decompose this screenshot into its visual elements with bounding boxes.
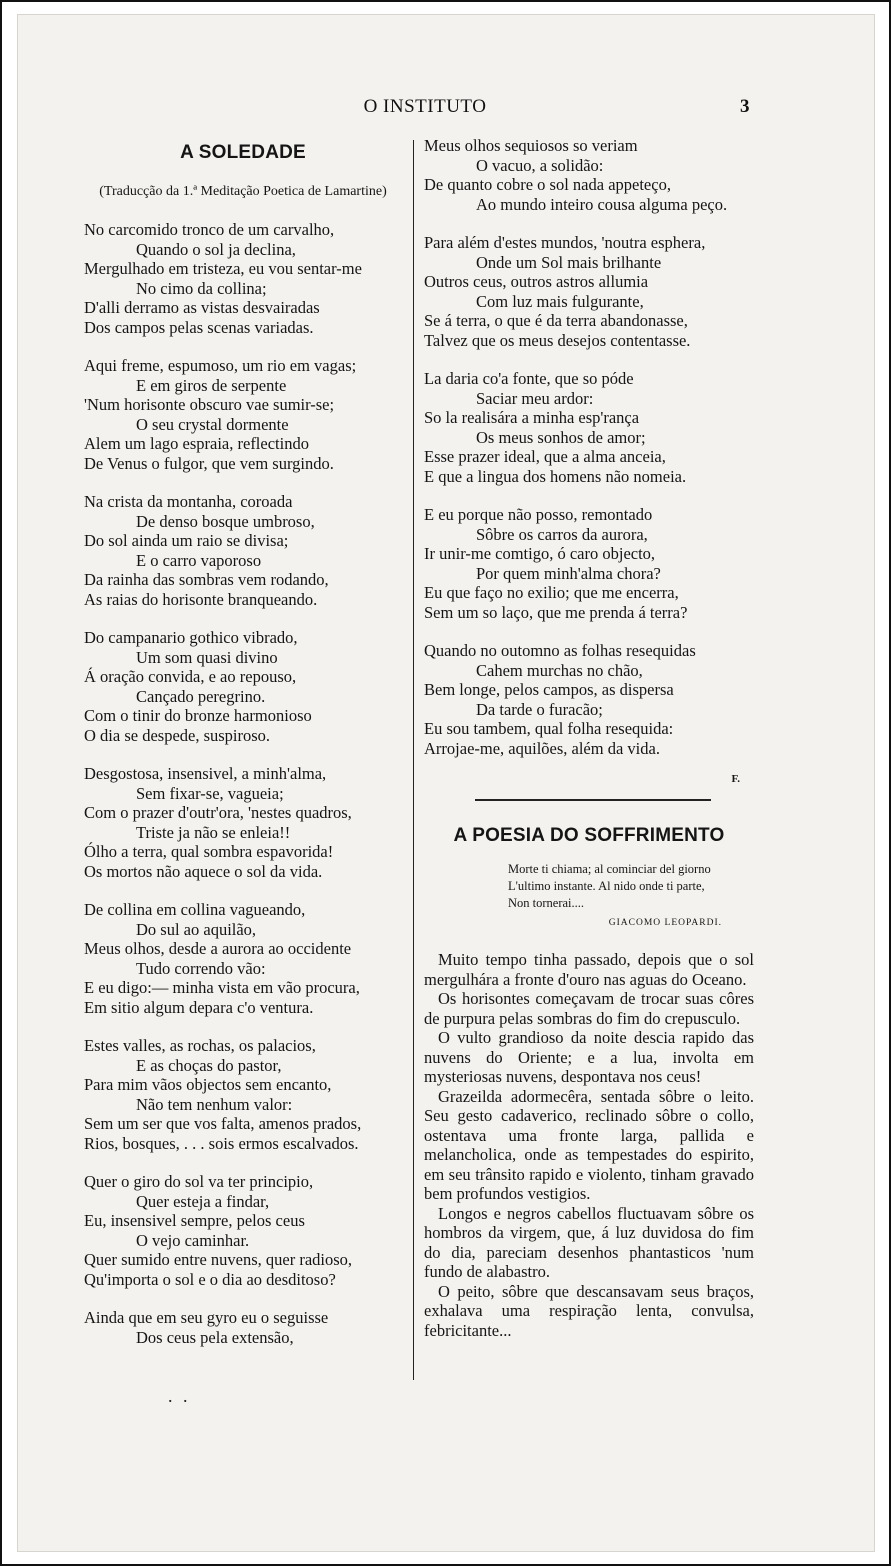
verse-line: Para além d'estes mundos, 'noutra esphera, — [424, 233, 706, 252]
verse-line: Alem um lago espraia, reflectindo — [84, 434, 309, 453]
verse-line: Sem um so laço, que me prenda á terra? — [424, 602, 688, 622]
verse-line: Eu que faço no exilio; que me encerra, — [424, 583, 679, 602]
verse-line: Da tarde o furacão; — [476, 699, 603, 719]
verse-line: Aqui freme, espumoso, um rio em vagas; — [84, 356, 357, 375]
verse-line: Ao mundo inteiro cousa alguma peço. — [476, 194, 728, 214]
verse-line: Do sul ao aquilão, — [136, 919, 257, 939]
section-separator — [475, 799, 711, 801]
verse-line: Ainda que em seu gyro eu o seguisse — [84, 1308, 329, 1327]
stanza — [84, 1308, 402, 1347]
paragraph: Longos e negros cabellos fluctuavam sôbre os hombros da virgem, que, á luz duvidosa do fim do dia, pareciam desenhos phantasticos 'num fundo de alabastro. — [424, 1203, 754, 1281]
verse-line: E que a lingua dos homens não nomeia. — [424, 466, 687, 486]
stanza — [84, 1172, 402, 1289]
verse-line: Eu, insensivel sempre, pelos ceus — [84, 1211, 305, 1230]
stanza — [424, 233, 754, 350]
verse-line: O seu crystal dormente — [136, 414, 289, 434]
epigraph-author: GIACOMO LEOPARDI. — [608, 918, 722, 928]
verse-line: Com luz mais fulgurante, — [476, 291, 644, 311]
stanza — [424, 641, 754, 758]
verse-line: Bem longe, pelos campos, as dispersa — [424, 680, 674, 699]
verse-line: Cançado peregrino. — [136, 686, 266, 706]
verse-line: Talvez que os meus desejos contentasse. — [424, 330, 691, 350]
poem-subtitle: (Traducção da 1.ª Meditação Poetica de Lamartine) — [99, 184, 387, 199]
verse-line: As raias do horisonte branqueando. — [84, 589, 318, 609]
poem-stanzas-continued — [424, 136, 754, 758]
verse-line: Tudo correndo vão: — [136, 958, 266, 978]
stanza — [424, 136, 754, 214]
verse-line: So la realisára a minha esp'rança — [424, 408, 640, 427]
page-header-title: O INSTITUTO — [363, 96, 487, 117]
verse-line: No cimo da collina; — [136, 278, 267, 298]
verse-line: Por quem minh'alma chora? — [476, 563, 661, 583]
epigraph-line: L'ultimo instante. Al nido onde ti parte, — [508, 879, 705, 893]
verse-line: Cahem murchas no chão, — [476, 660, 643, 680]
verse-line: Em sitio algum depara c'o ventura. — [84, 997, 314, 1017]
verse-line: Qu'importa o sol e o dia ao desditoso? — [84, 1269, 336, 1289]
column-divider — [413, 140, 414, 1380]
verse-line: Os meus sonhos de amor; — [476, 427, 646, 447]
verse-line: E as choças do pastor, — [136, 1055, 282, 1075]
stanza — [84, 492, 402, 609]
verse-line: Rios, bosques, . . . sois ermos escalvados. — [84, 1133, 359, 1153]
verse-line: Mergulhado em tristeza, eu vou sentar-me — [84, 259, 362, 278]
verse-line: E eu porque não posso, remontado — [424, 505, 653, 524]
verse-line: Do sol ainda um raio se divisa; — [84, 531, 289, 550]
left-column — [84, 138, 402, 1366]
stanza — [424, 369, 754, 486]
verse-line: Onde um Sol mais brilhante — [476, 252, 662, 272]
verse-line: Não tem nenhum valor: — [136, 1094, 293, 1114]
verse-line: Outros ceus, outros astros allumia — [424, 272, 649, 291]
poem-stanzas — [84, 220, 402, 1347]
stanza — [84, 628, 402, 745]
verse-line: No carcomido tronco de um carvalho, — [84, 220, 335, 239]
stanza — [84, 900, 402, 1017]
verse-line: Dos ceus pela extensão, — [136, 1327, 294, 1347]
verse-line: Ólho a terra, qual sombra espavorida! — [84, 842, 334, 861]
verse-line: O vacuo, a solidão: — [476, 155, 604, 175]
verse-line: Saciar meu ardor: — [476, 388, 594, 408]
verse-line: Quando no outomno as folhas resequidas — [424, 641, 696, 660]
verse-line: O vejo caminhar. — [136, 1230, 250, 1250]
verse-line: Sem fixar-se, vagueia; — [136, 783, 284, 803]
verse-line: De quanto cobre o sol nada appeteço, — [424, 175, 671, 194]
page-number: 3 — [740, 96, 750, 117]
verse-line: Á oração convida, e ao repouso, — [84, 667, 297, 686]
verse-line: O dia se despede, suspiroso. — [84, 725, 271, 745]
verse-line: 'Num horisonte obscuro vae sumir-se; — [84, 395, 335, 414]
poem-title: A SOLEDADE — [180, 142, 306, 163]
verse-line: E em giros de serpente — [136, 375, 287, 395]
verse-line: Quer esteja a findar, — [136, 1191, 270, 1211]
verse-line: Eu sou tambem, qual folha resequida: — [424, 719, 674, 738]
verse-line: De Venus o fulgor, que vem surgindo. — [84, 453, 334, 473]
stanza — [84, 220, 402, 337]
verse-line: Do campanario gothico vibrado, — [84, 628, 298, 647]
stanza — [84, 356, 402, 473]
paragraph: O vulto grandioso da noite descia rapido das nuvens do Oriente; e a lua, involta em mysteriosas nuvens, despontava nos ceus! — [424, 1028, 754, 1086]
verse-line: Um som quasi divino — [136, 647, 278, 667]
paragraph: Muito tempo tinha passado, depois que o sol mergulhára a fronte d'ouro nas aguas do Oceano. — [424, 950, 754, 989]
verse-line: Da rainha das sombras vem rodando, — [84, 570, 329, 589]
verse-line: Arrojae-me, aquilões, além da vida. — [424, 738, 660, 758]
verse-line: Quer o giro do sol va ter principio, — [84, 1172, 314, 1191]
verse-line: E o carro vaporoso — [136, 550, 262, 570]
verse-line: Meus olhos, desde a aurora ao occidente — [84, 939, 352, 958]
verse-line: La daria co'a fonte, que so póde — [424, 369, 634, 388]
epigraph — [424, 861, 754, 912]
verse-line: Com o prazer d'outr'ora, 'nestes quadros, — [84, 803, 352, 822]
stanza — [84, 764, 402, 881]
paragraph: O peito, sôbre que descansavam seus braços, exhalava uma respiração lenta, convulsa, febricitante... — [424, 1281, 754, 1340]
paragraph: Grazeilda adormecêra, sentada sôbre o leito. Seu gesto cadaverico, reclinado sôbre o collo, ostentava uma fronte larga, pallida e melancholica, onde as tempestades do espirito, em seu trânsito rapido e violento, tinham gravado bem profundos vestigios. — [424, 1086, 754, 1203]
verse-line: Quando o sol ja declina, — [136, 239, 296, 259]
poem-signature: F. — [731, 773, 740, 785]
verse-line: Se á terra, o que é da terra abandonasse, — [424, 311, 688, 330]
epigraph-line: Morte ti chiama; al cominciar del giorno — [508, 862, 711, 876]
verse-line: Meus olhos sequiosos so veriam — [424, 136, 638, 155]
verse-line: Estes valles, as rochas, os palacios, — [84, 1036, 316, 1055]
paragraph: Os horisontes começavam de trocar suas côres de purpura pelas sombras do fim do crepusculo. — [424, 989, 754, 1028]
article-body — [424, 950, 754, 1340]
verse-line: Esse prazer ideal, que a alma anceia, — [424, 447, 666, 466]
verse-line: Para mim vãos objectos sem encanto, — [84, 1075, 332, 1094]
stanza — [84, 1036, 402, 1153]
verse-line: Desgostosa, insensivel, a minh'alma, — [84, 764, 327, 783]
verse-line: Ir unir-me comtigo, ó caro objecto, — [424, 544, 656, 563]
verse-line: Os mortos não aquece o sol da vida. — [84, 861, 323, 881]
epigraph-line: Non tornerai.... — [508, 896, 585, 910]
stanza — [424, 505, 754, 622]
verse-line: E eu digo:— minha vista em vão procura, — [84, 978, 360, 997]
verse-line: De collina em collina vagueando, — [84, 900, 306, 919]
verse-line: Na crista da montanha, coroada — [84, 492, 293, 511]
right-column — [424, 136, 754, 1340]
verse-line: Quer sumido entre nuvens, quer radioso, — [84, 1250, 353, 1269]
verse-line: De denso bosque umbroso, — [136, 511, 315, 531]
verse-line: Dos campos pelas scenas variadas. — [84, 317, 314, 337]
verse-line: Sôbre os carros da aurora, — [476, 524, 648, 544]
verse-line: D'alli derramo as vistas desvairadas — [84, 298, 320, 317]
verse-line: Com o tinir do bronze harmonioso — [84, 706, 312, 725]
verse-line: Triste ja não se enleia!! — [136, 822, 291, 842]
verse-line: Sem um ser que vos falta, amenos prados, — [84, 1114, 362, 1133]
article-title: A POESIA DO SOFFRIMENTO — [453, 825, 725, 846]
continuation-dots: . . — [168, 1386, 191, 1406]
